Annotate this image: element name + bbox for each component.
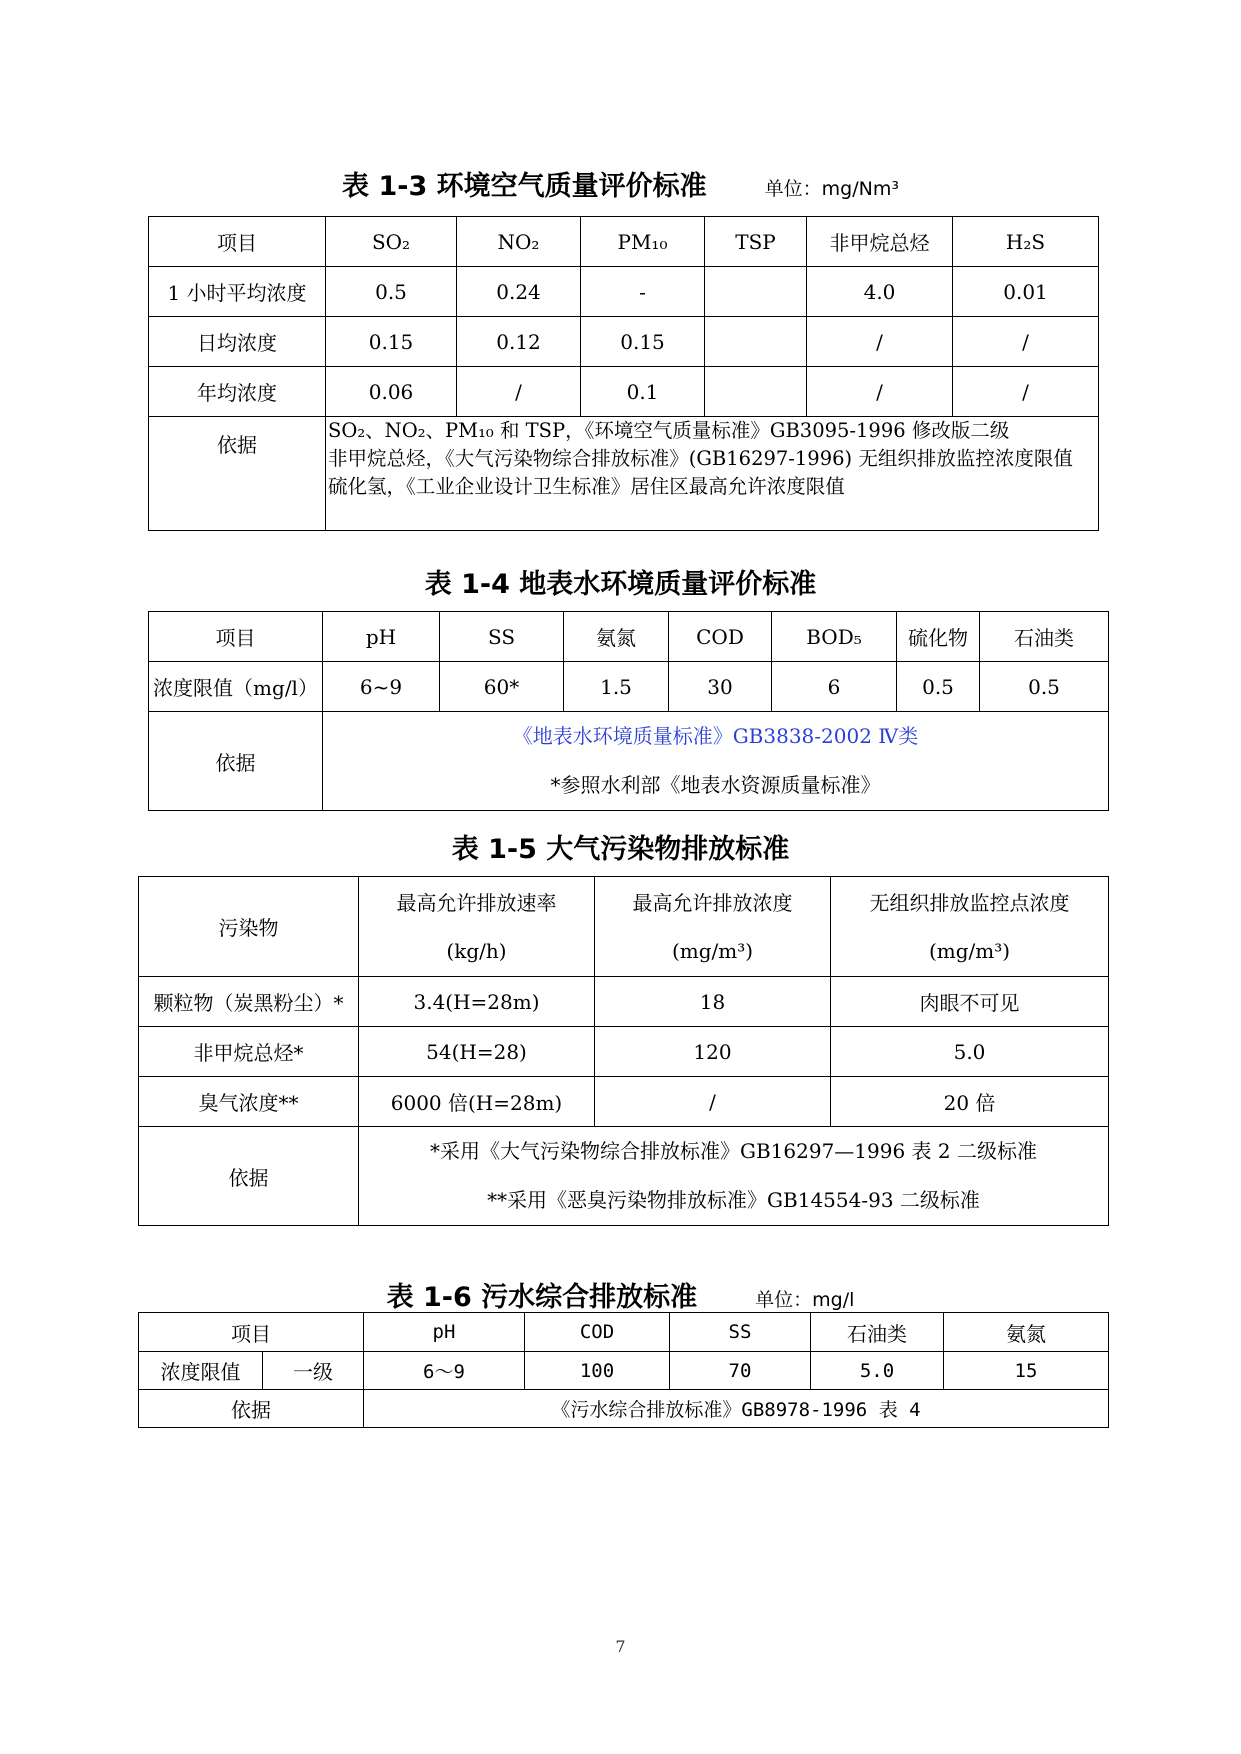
table-cell: 0.24 xyxy=(457,267,581,317)
header-cell: 氨氮 xyxy=(564,612,669,662)
table-cell: 6~9 xyxy=(323,662,440,712)
table-cell: 0.1 xyxy=(581,367,705,417)
header-cell: SS xyxy=(670,1313,811,1352)
basis-row xyxy=(149,712,1109,811)
table-cell: 120 xyxy=(595,1027,831,1077)
row-label: 日均浓度 xyxy=(149,317,326,367)
table-cell: / xyxy=(953,367,1099,417)
table-1-5-title: 表 1-5 大气污染物排放标准 xyxy=(451,834,790,865)
row-label: 浓度限值（mg/l） xyxy=(149,662,323,712)
header-cell xyxy=(595,877,831,977)
header-cell: SO₂ xyxy=(326,217,457,267)
table-cell: 5.0 xyxy=(811,1352,944,1390)
table-row xyxy=(149,267,1099,317)
table-cell: / xyxy=(953,317,1099,367)
header-cell: 硫化物 xyxy=(897,612,980,662)
table-cell: 0.06 xyxy=(326,367,457,417)
table-row xyxy=(139,1352,1109,1390)
header-cell xyxy=(359,877,595,977)
basis-text: 《污水综合排放标准》GB8978-1996 表 4 xyxy=(364,1390,1109,1428)
header-cell: PM₁₀ xyxy=(581,217,705,267)
table-row xyxy=(139,1027,1109,1077)
table-1-4-caption xyxy=(0,562,1241,601)
table-cell: 0.5 xyxy=(980,662,1109,712)
header-cell: 石油类 xyxy=(811,1313,944,1352)
table-cell: 3.4(H=28m) xyxy=(359,977,595,1027)
table-1-3-title: 表 1-3 环境空气质量评价标准 xyxy=(342,171,707,202)
table-1-4-title: 表 1-4 地表水环境质量评价标准 xyxy=(424,569,817,600)
table-cell: - xyxy=(581,267,705,317)
table-1-4 xyxy=(148,611,1109,811)
table-1-6-caption xyxy=(0,1275,1241,1314)
table-cell: 30 xyxy=(669,662,772,712)
table-1-3-caption xyxy=(0,164,1241,203)
table-row xyxy=(139,977,1109,1027)
row-sublabel: 一级 xyxy=(263,1352,364,1390)
header-cell: COD xyxy=(669,612,772,662)
table-cell: 100 xyxy=(525,1352,670,1390)
header-cell: 非甲烷总烃 xyxy=(807,217,953,267)
row-label: 年均浓度 xyxy=(149,367,326,417)
basis-line: 硫化氢，《工业企业设计卫生标准》居住区最高允许浓度限值 xyxy=(328,475,845,498)
header-cell: 氨氮 xyxy=(944,1313,1109,1352)
row-label: 1 小时平均浓度 xyxy=(149,267,326,317)
basis-line: *参照水利部《地表水资源质量标准》 xyxy=(550,773,881,797)
table-1-5-caption xyxy=(0,827,1241,866)
table-cell: 肉眼不可见 xyxy=(831,977,1109,1027)
table-1-6-unit: 单位：mg/l xyxy=(755,1289,855,1311)
table-row xyxy=(139,1077,1109,1127)
basis-label: 依据 xyxy=(149,417,326,531)
table-1-3 xyxy=(148,216,1099,531)
page-number: 7 xyxy=(615,1637,626,1656)
table-cell: 0.15 xyxy=(326,317,457,367)
basis-label: 依据 xyxy=(139,1390,364,1428)
row-label: 颗粒物（炭黑粉尘）* xyxy=(139,977,359,1027)
table-cell: / xyxy=(595,1077,831,1127)
header-line: 最高允许排放速率 xyxy=(396,890,557,915)
table-row xyxy=(149,662,1109,712)
table-cell: 0.5 xyxy=(897,662,980,712)
table-cell: 54(H=28) xyxy=(359,1027,595,1077)
header-cell: NO₂ xyxy=(457,217,581,267)
table-cell: / xyxy=(807,317,953,367)
basis-line: *采用《大气污染物综合排放标准》GB16297—1996 表 2 二级标准 xyxy=(430,1139,1037,1163)
basis-line: **采用《恶臭污染物排放标准》GB14554-93 二级标准 xyxy=(487,1188,980,1212)
basis-text xyxy=(323,712,1109,811)
table-cell: 6～9 xyxy=(364,1352,525,1390)
table-cell: 6 xyxy=(772,662,897,712)
table-header-row xyxy=(149,612,1109,662)
header-cell: H₂S xyxy=(953,217,1099,267)
table-cell: 1.5 xyxy=(564,662,669,712)
basis-row xyxy=(139,1127,1109,1226)
table-header-row xyxy=(139,877,1109,977)
row-label: 臭气浓度** xyxy=(139,1077,359,1127)
row-label: 非甲烷总烃* xyxy=(139,1027,359,1077)
header-cell: 污染物 xyxy=(139,877,359,977)
table-cell: 70 xyxy=(670,1352,811,1390)
header-unit: (kg/h) xyxy=(446,938,507,963)
basis-line: SO₂、NO₂、PM₁₀ 和 TSP，《环境空气质量标准》GB3095-1996 修改版二级 xyxy=(328,419,1010,442)
basis-row xyxy=(139,1390,1109,1428)
header-cell: pH xyxy=(323,612,440,662)
header-cell: pH xyxy=(364,1313,525,1352)
table-1-3-unit: 单位：mg/Nm³ xyxy=(764,178,899,200)
row-label: 浓度限值 xyxy=(139,1352,263,1390)
basis-label: 依据 xyxy=(139,1127,359,1226)
table-row xyxy=(149,367,1099,417)
table-cell: / xyxy=(807,367,953,417)
table-cell: 5.0 xyxy=(831,1027,1109,1077)
table-cell: 20 倍 xyxy=(831,1077,1109,1127)
header-cell xyxy=(831,877,1109,977)
basis-line: 非甲烷总烃，《大气污染物综合排放标准》(GB16297-1996) 无组织排放监控浓度限值 xyxy=(328,447,1073,470)
table-cell: 18 xyxy=(595,977,831,1027)
table-cell: 4.0 xyxy=(807,267,953,317)
header-line: 最高允许排放浓度 xyxy=(632,890,793,915)
header-cell: BOD₅ xyxy=(772,612,897,662)
header-unit: (mg/m³) xyxy=(671,938,754,963)
table-1-5 xyxy=(138,876,1109,1226)
table-cell xyxy=(705,367,807,417)
table-cell: 0.01 xyxy=(953,267,1099,317)
basis-row xyxy=(149,417,1099,531)
table-cell: 0.12 xyxy=(457,317,581,367)
table-cell xyxy=(705,267,807,317)
basis-text xyxy=(359,1127,1109,1226)
table-1-6-title: 表 1-6 污水综合排放标准 xyxy=(386,1282,698,1313)
basis-line: 《地表水环境质量标准》GB3838-2002 Ⅳ类 xyxy=(512,724,919,748)
header-line: 无组织排放监控点浓度 xyxy=(869,890,1070,915)
table-header-row xyxy=(149,217,1099,267)
table-cell: 15 xyxy=(944,1352,1109,1390)
table-cell: 0.5 xyxy=(326,267,457,317)
header-cell: SS xyxy=(440,612,564,662)
header-cell: TSP xyxy=(705,217,807,267)
table-1-6 xyxy=(138,1312,1109,1428)
header-unit: (mg/m³) xyxy=(928,938,1011,963)
table-cell: / xyxy=(457,367,581,417)
table-cell: 6000 倍(H=28m) xyxy=(359,1077,595,1127)
basis-label: 依据 xyxy=(149,712,323,811)
header-cell: COD xyxy=(525,1313,670,1352)
header-cell: 项目 xyxy=(139,1313,364,1352)
table-cell xyxy=(705,317,807,367)
table-cell: 60* xyxy=(440,662,564,712)
table-row xyxy=(149,317,1099,367)
table-header-row xyxy=(139,1313,1109,1352)
table-cell: 0.15 xyxy=(581,317,705,367)
basis-text xyxy=(326,417,1099,531)
header-cell: 项目 xyxy=(149,612,323,662)
header-cell: 石油类 xyxy=(980,612,1109,662)
header-cell: 项目 xyxy=(149,217,326,267)
